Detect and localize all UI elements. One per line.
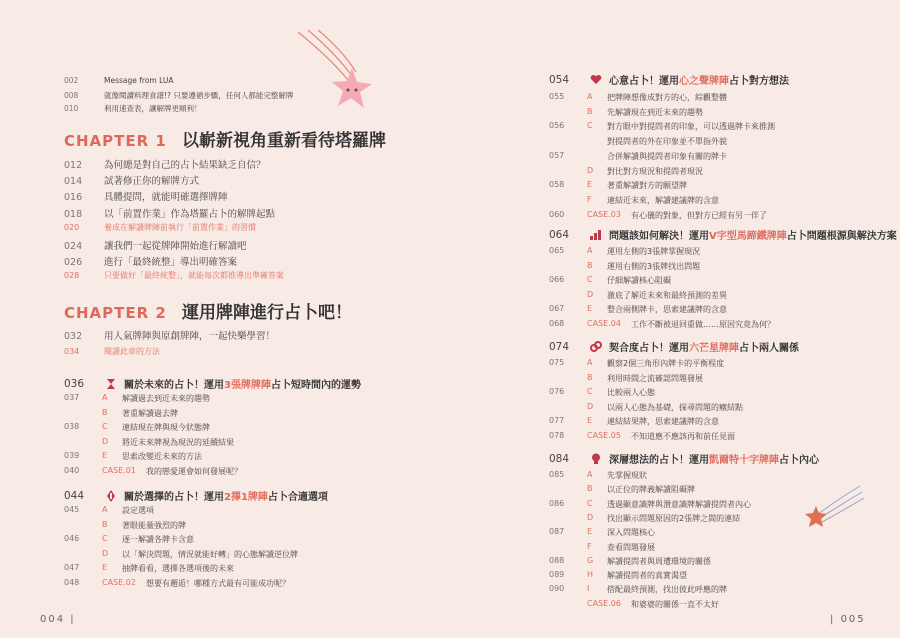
subentry-letter: C [102,422,108,431]
subentry-text: 工作不斷被退回重做……原因究竟為何？ [631,319,775,329]
subentry-letter: C [587,275,593,284]
intro-page: 010 [64,104,79,113]
subentry-page: 046 [64,534,80,543]
section-044-heading [64,488,328,503]
subentry-page: 057 [549,150,565,160]
subentry-page: 040 [64,465,80,475]
subentry-text: 不知道應不應該再和前任見面 [631,431,735,441]
subentry-text: 合併解讀與提問者印象有關的牌卡 [607,151,727,161]
subentry-text: 先掌握現狀 [607,471,647,480]
toc-subentry [549,246,869,258]
entry-page: 016 [64,192,83,204]
toc-entry [64,157,266,171]
subentry-letter: A [587,358,593,367]
section-title-pre: 關於未來的占卜！運用 [124,380,224,391]
subentry-page: 037 [64,393,80,402]
subentry-text: 對提問者的外在印象並不單指外貌 [607,137,727,147]
intro-row [64,90,293,101]
entry-page: 012 [64,160,83,171]
section-page: 054 [549,73,570,86]
subentry-letter: D [102,548,109,558]
toc-subentry [64,578,384,590]
heart-icon [589,74,603,86]
hourglass-icon [104,378,118,390]
section-title-spread: 2擇1牌陣 [224,492,268,503]
subentry-page: 077 [549,416,565,425]
toc-subentry [549,136,869,148]
section-title-post: 占卜對方想法 [729,76,789,87]
subentry-letter: I [587,584,590,594]
section-title-pre: 心意占卜！運用 [609,76,679,87]
subentry-text: 逐一解讀各牌卡含意 [122,535,194,544]
diamond-arrows-icon [104,490,118,502]
subentry-text: 運用右側的3張牌找出問題 [607,261,701,271]
subentry-page: 065 [549,246,565,255]
subentry-page: 086 [549,498,565,508]
subentry-letter: E [587,416,593,425]
entry-page: 014 [64,176,83,188]
subentry-letter: A [587,470,593,479]
subentry-letter: E [102,451,108,460]
chapter2-heading [64,298,352,323]
toc-subentry [549,195,869,207]
entry-page: 032 [64,331,83,342]
subentry-letter: B [587,372,593,382]
section-page: 074 [549,340,570,353]
subentry-text: 抽牌看看，選擇各選項後的未來 [122,564,234,573]
entry-text: 為何總是對自己的占卜結果缺乏自信？ [104,160,266,171]
subentry-letter: D [587,512,594,522]
subentry-page: 066 [549,275,565,284]
subentry-text: 先解讀現在到近未來的趨勢 [607,107,703,117]
section-title-spread: 3張牌牌陣 [224,380,271,391]
toc-subentry [549,261,869,273]
toc-entry [64,173,199,187]
toc-subentry [64,408,384,420]
subentry-page: 045 [64,505,80,514]
subentry-text: 連結近未來，解讀建議牌的含意 [607,195,719,205]
chapter-title: 以嶄新視角重新看待塔羅牌 [181,131,386,151]
entry-text: 養成在解讀牌陣前執行「前置作業」的習慣 [104,222,256,232]
subentry-page: 087 [549,527,565,537]
subentry-letter: C [587,387,593,396]
subentry-page: 089 [549,570,565,580]
subentry-text: 激底了解近未來和最終預測的差異 [607,290,727,300]
toc-subentry [549,166,869,178]
subentry-letter: A [102,505,108,514]
toc-subentry [64,534,384,546]
subentry-text: 深入問題核心 [607,528,655,538]
subentry-page: 078 [549,430,565,440]
toc-subentry [549,304,869,316]
toc-subentry [549,373,869,385]
entry-text: 用人氣牌陣與原創牌陣，一起快樂學習！ [104,331,276,342]
subentry-page: 088 [549,555,565,565]
subentry-letter: H [587,570,594,580]
subentry-text: 透過顯意識牌與潛意識牌解讀提問者內心 [607,499,751,509]
toc-subentry [549,431,869,443]
subentry-letter: A [587,246,593,255]
subentry-text: 以兩人心態為基礎，探尋問題的癥結點 [607,402,743,412]
subentry-page: 048 [64,577,80,587]
subentry-page: 075 [549,358,565,367]
section-title-post: 占卜問題根源與解決方案 [786,231,897,242]
entry-text: 以「前置作業」作為塔羅占卜的解牌起點 [104,208,276,220]
subentry-text: 解讀提問者與周遭環境的關係 [607,556,711,566]
chapter-label: CHAPTER 1 [64,132,167,150]
section-title-pre: 契合度占卜！運用 [609,343,689,354]
subentry-page: 085 [549,470,565,479]
subentry-page: 068 [549,318,565,328]
toc-subentry [549,542,869,554]
toc-subentry [549,92,869,104]
subentry-letter: D [587,289,594,299]
bar-chart-icon [589,229,603,241]
subentry-letter: C [587,121,593,131]
intro-text: 利用速查表，讓解牌更順利！ [104,104,202,113]
entry-page: 020 [64,222,80,232]
section-title-post: 占卜內心 [779,455,819,466]
toc-subentry [549,470,869,482]
subentry-letter: E [102,563,108,572]
subentry-text: 解讀過去到近未來的趨勢 [122,394,210,403]
toc-subentry [64,466,384,478]
chapter1-heading [64,126,386,151]
toc-entry [64,222,256,233]
subentry-text: 著重解讀過去牌 [122,408,178,418]
subentry-letter: CASE.01 [102,465,136,475]
subentry-page: 090 [549,584,565,594]
subentry-page: 056 [549,121,565,131]
subentry-text: 仔細解讀核心阻礙 [607,276,671,285]
subentry-page: 055 [549,92,565,101]
section-084-heading [549,451,819,466]
subentry-text: 著重解讀對方的願望牌 [607,181,687,191]
subentry-letter: C [102,534,108,543]
subentry-text: 搭配最終預測，找出彼此呼應的牌 [607,585,727,595]
toc-subentry [549,527,869,539]
subentry-letter: A [587,92,593,101]
subentry-letter: B [102,519,108,529]
entry-page: 034 [64,346,80,356]
section-title-spread: V字型馬蹄鐵牌陣 [709,231,787,242]
subentry-letter: CASE.05 [587,430,621,440]
subentry-page: 039 [64,451,80,460]
toc-entry [64,328,275,342]
subentry-letter: F [587,194,592,204]
subentry-text: 以正位的牌義解讀阻礙牌 [607,485,695,495]
subentry-text: 對方眼中對提問者的印象，可以透過牌卡來推測 [607,122,775,132]
subentry-letter: B [102,407,108,417]
subentry-letter: CASE.03 [587,209,621,219]
subentry-text: 查看問題發展 [607,542,655,552]
subentry-text: 解讀提問者的真實渴望 [607,571,687,581]
section-page: 036 [64,377,85,390]
subentry-letter: A [102,393,108,402]
intro-page: 002 [64,76,79,85]
section-064-heading [549,227,897,242]
toc-subentry [549,210,869,222]
toc-subentry [549,402,869,414]
toc-subentry [549,121,869,133]
section-title-pre: 問題該如何解決！運用 [609,231,709,242]
right-page-number: | 005 [830,614,866,625]
lightbulb-icon [589,453,603,465]
section-page: 044 [64,489,85,502]
section-title-pre: 關於選擇的占卜！運用 [124,492,224,503]
subentry-text: 利用時間之流確認問題發展 [607,373,703,383]
toc-subentry [549,599,869,611]
chapter-label: CHAPTER 2 [64,304,167,322]
left-page-number: 004 | [40,614,76,625]
subentry-text: 比較兩人心態 [607,388,655,397]
toc-subentry [64,393,384,405]
subentry-text: 以「解決問題，情況就能好轉」的心態解讀逆位牌 [122,549,298,559]
section-054-heading [549,72,789,87]
subentry-text: 連結結果牌，思索建議牌的含意 [607,417,719,426]
subentry-letter: E [587,527,593,537]
toc-subentry [64,549,384,561]
toc-subentry [549,513,869,525]
toc-subentry [549,584,869,596]
section-title-post: 占卜短時間內的運勢 [270,380,361,391]
section-title-spread: 六芒星牌陣 [689,343,739,354]
toc-subentry [549,499,869,511]
entry-page: 026 [64,257,83,269]
toc-subentry [549,416,869,428]
section-title-pre: 深層想法的占卜！運用 [609,455,709,466]
subentry-page: 060 [549,209,565,219]
entry-page: 028 [64,271,80,281]
entry-text: 具體提問，就能明確選擇牌陣 [104,192,228,204]
toc-entry [64,206,275,220]
subentry-text: 我的戀愛運會如何發展呢？ [146,466,242,476]
toc-subentry [549,151,869,163]
toc-entry [64,238,247,252]
entry-text: 閱讀此章的方法 [104,346,160,356]
toc-subentry [64,422,384,434]
entry-text: 試著修正你的解牌方式 [104,176,200,188]
toc-subentry [549,556,869,568]
toc-subentry [549,358,869,370]
subentry-letter: B [587,106,593,116]
subentry-text: 和婆婆的關係一直不太好 [631,599,719,609]
section-page: 064 [549,228,570,241]
subentry-letter: B [587,484,593,494]
intro-row [64,76,174,85]
subentry-text: 運用左側的3張牌掌握現況 [607,247,701,256]
subentry-letter: B [587,260,593,270]
subentry-page: 047 [64,563,80,572]
subentry-page: 067 [549,304,565,313]
subentry-letter: G [587,555,594,565]
subentry-page: 058 [549,180,565,190]
entry-page: 024 [64,241,83,252]
toc-entry [64,254,237,268]
toc-subentry [64,520,384,532]
subentry-text: 連結現在牌與現今狀態牌 [122,423,210,432]
subentry-text: 將近未來牌視為現況的延續結果 [122,437,234,447]
section-page: 084 [549,452,570,465]
subentry-text: 觀察2個三角形內牌卡的平衡程度 [607,359,725,368]
intro-text: Message from LUA [104,76,174,85]
toc-entry [64,270,284,281]
subentry-text: 把牌陣想像成對方的心，綜觀整體 [607,93,727,102]
entry-text: 讓我們一起從牌陣開始進行解讀吧 [104,241,247,252]
shooting-star-icon [290,28,380,118]
toc-subentry [549,319,869,331]
toc-entry [64,189,228,203]
subentry-text: 找出顯示問題原因的2張牌之間的連結 [607,513,741,523]
toc-subentry [64,563,384,575]
subentry-page: 038 [64,422,80,431]
toc-subentry [549,180,869,192]
toc-subentry [64,505,384,517]
entry-text: 進行「最終統整」導出明確答案 [104,257,238,269]
subentry-letter: F [587,541,592,551]
subentry-letter: D [102,436,109,446]
subentry-page: 076 [549,387,565,396]
subentry-letter: CASE.04 [587,318,621,328]
subentry-text: 著眼能量強烈的牌 [122,520,186,530]
subentry-letter: E [587,180,593,190]
section-title-spread: 凱爾特十字牌陣 [709,455,779,466]
intro-page: 008 [64,91,79,100]
subentry-text: 有心儀的對象，但對方已經有另一伴了 [631,210,767,220]
toc-entry [64,346,160,357]
subentry-text: 設定選項 [122,506,154,515]
toc-subentry [549,484,869,496]
subentry-letter: CASE.02 [102,577,136,587]
toc-subentry [549,275,869,287]
page-number: 005 [840,614,866,625]
entry-text: 只要做好「最終統整」，就能每次都推導出準確答案 [104,271,284,281]
section-title-spread: 心之聲牌陣 [679,76,729,87]
toc-subentry [549,290,869,302]
section-title-post: 占卜兩人關係 [739,343,799,354]
section-title-post: 占卜合適選項 [267,492,328,503]
subentry-letter: D [587,401,594,411]
subentry-letter: C [587,498,593,508]
subentry-letter: E [587,304,593,313]
toc-subentry [549,570,869,582]
subentry-text: 思索改變近未來的方法 [122,452,202,461]
page-number: 004 [40,614,66,625]
link-icon [589,341,603,353]
subentry-letter: D [587,165,594,175]
section-036-heading [64,376,361,391]
toc-subentry [549,107,869,119]
intro-text: 就像閱讀料理食譜!? 只要遵循步驟，任何人都能完整解牌 [104,91,294,100]
toc-subentry [64,437,384,449]
toc-subentry [64,451,384,463]
subentry-letter: CASE.06 [587,598,621,608]
intro-row [64,103,202,114]
chapter-title: 運用牌陣進行占卜吧！ [181,303,352,323]
toc-subentry [549,387,869,399]
section-074-heading [549,339,799,354]
subentry-text: 想要有邂逅！哪種方式最有可能成功呢？ [146,578,290,588]
subentry-text: 整合兩側牌卡，思索建議牌的含意 [607,305,727,314]
subentry-text: 對比對方現況和提問者現況 [607,166,703,176]
entry-page: 018 [64,208,83,220]
